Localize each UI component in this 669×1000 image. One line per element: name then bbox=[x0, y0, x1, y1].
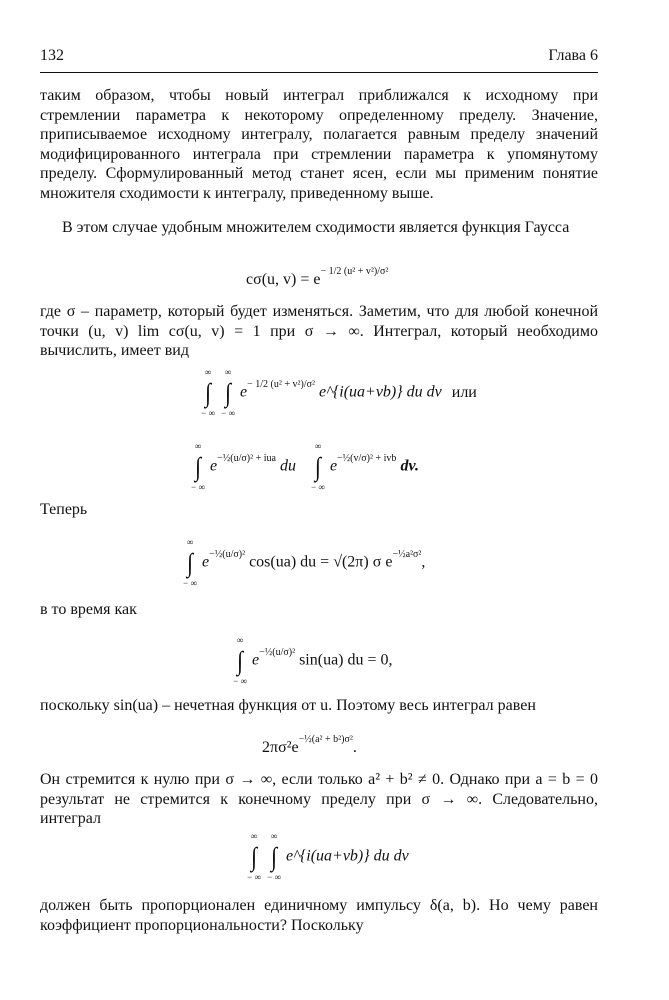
paragraph-7: Он стремится к нулю при σ → ∞, если только a² + b² ≠ 0. Однако при a = b = 0 результат не стремится к конечному пределу при σ → ∞. Следовательно, интеграл bbox=[40, 771, 598, 828]
header-rule bbox=[40, 72, 598, 73]
result-formula: $2\pi\sigma^2e^{-\frac{1}{2}(a^2 + b^2)\sigma^2}$. bbox=[262, 734, 357, 756]
integral-sign: ∞ ∫ − ∞ bbox=[201, 367, 215, 418]
product-integral-formula: ∞ ∫ − ∞ $e^{-\frac{1}{2}(u/\sigma)^2 + iua}$ du ∞ ∫ − ∞ $e^{-\frac{1}{2}(v/\sigma)^2 + ivb}$ dv. bbox=[191, 441, 419, 492]
integral-sign: ∞ ∫ − ∞ bbox=[221, 367, 235, 418]
integral-1-tail: e^{i(ua+vb)} du dv bbox=[319, 383, 442, 401]
sin-integral-formula: ∞ ∫ − ∞ $e^{-\frac{1}{2}(u/\sigma)^2}$ sin(ua) du = 0, bbox=[233, 635, 393, 686]
paragraph-1: таким образом, чтобы новый интеграл приближался к исходному при стремлении параметра к некоторому определенному пределу. Значение, приписываемое исходному интегралу, полагается равным пределу значений модифицированного интеграла при стремлении параметра к упомянутому пределу. Сформулированный метод станет ясен, если мы применим понятие множителя сходимости к интегралу, приведенному выше. bbox=[40, 87, 598, 202]
page-number: 132 bbox=[40, 47, 64, 64]
paragraph-6: поскольку sin(ua) – нечетная функция от u. Поэтому весь интеграл равен bbox=[40, 697, 536, 714]
paragraph-4: Теперь bbox=[40, 501, 88, 518]
gauss-formula-exponent: − 1/2 (u² + v²)/σ² bbox=[320, 266, 389, 277]
gauss-formula-lhs: cσ(u, v) = e bbox=[246, 271, 321, 288]
paragraph-3: где σ – параметр, который будет изменяться. Заметим, что для любой конечной точки (u, v) lim cσ(u, v) = 1 при σ → ∞. Интеграл, который необходимо вычислить, имеет вид bbox=[40, 303, 598, 360]
paragraph-8: должен быть пропорционален единичному импульсу δ(a, b). Но чему равен коэффициент пропорциональности? Поскольку bbox=[40, 897, 598, 934]
cos-integral-formula: ∞ ∫ − ∞ $e^{-\frac{1}{2}(u/\sigma)^2}$ cos(ua) du = √(2π) σ $e^{-\frac{1}{2}a^2\sigma^2}$, bbox=[183, 537, 426, 588]
final-integral-tail: e^{i(ua+vb)} du dv bbox=[286, 847, 409, 865]
paragraph-5: в то время как bbox=[40, 601, 137, 618]
sin-integral-rhs: sin(ua) du = 0, bbox=[299, 651, 393, 669]
final-integral-formula: ∞ ∫ − ∞ ∞ ∫ − ∞ e^{i(ua+vb)} du dv bbox=[247, 831, 409, 882]
double-integral-formula: ∞ ∫ − ∞ ∞ ∫ − ∞ $e^{- 1/2 (u^2 + v^2)/\sigma^2}$ e^{i(ua+vb)} du dv или bbox=[201, 367, 477, 418]
result-exponent: −½(a² + b²)σ² bbox=[298, 734, 353, 745]
result-base: 2πσ²e bbox=[262, 739, 299, 756]
cos-integral-rhs: cos(ua) du = √(2π) σ e bbox=[249, 553, 393, 571]
chapter-title: Глава 6 bbox=[548, 47, 598, 64]
paragraph-2: В этом случае удобным множителем сходимости является функция Гаусса bbox=[62, 219, 570, 236]
or-word: или bbox=[451, 383, 477, 401]
